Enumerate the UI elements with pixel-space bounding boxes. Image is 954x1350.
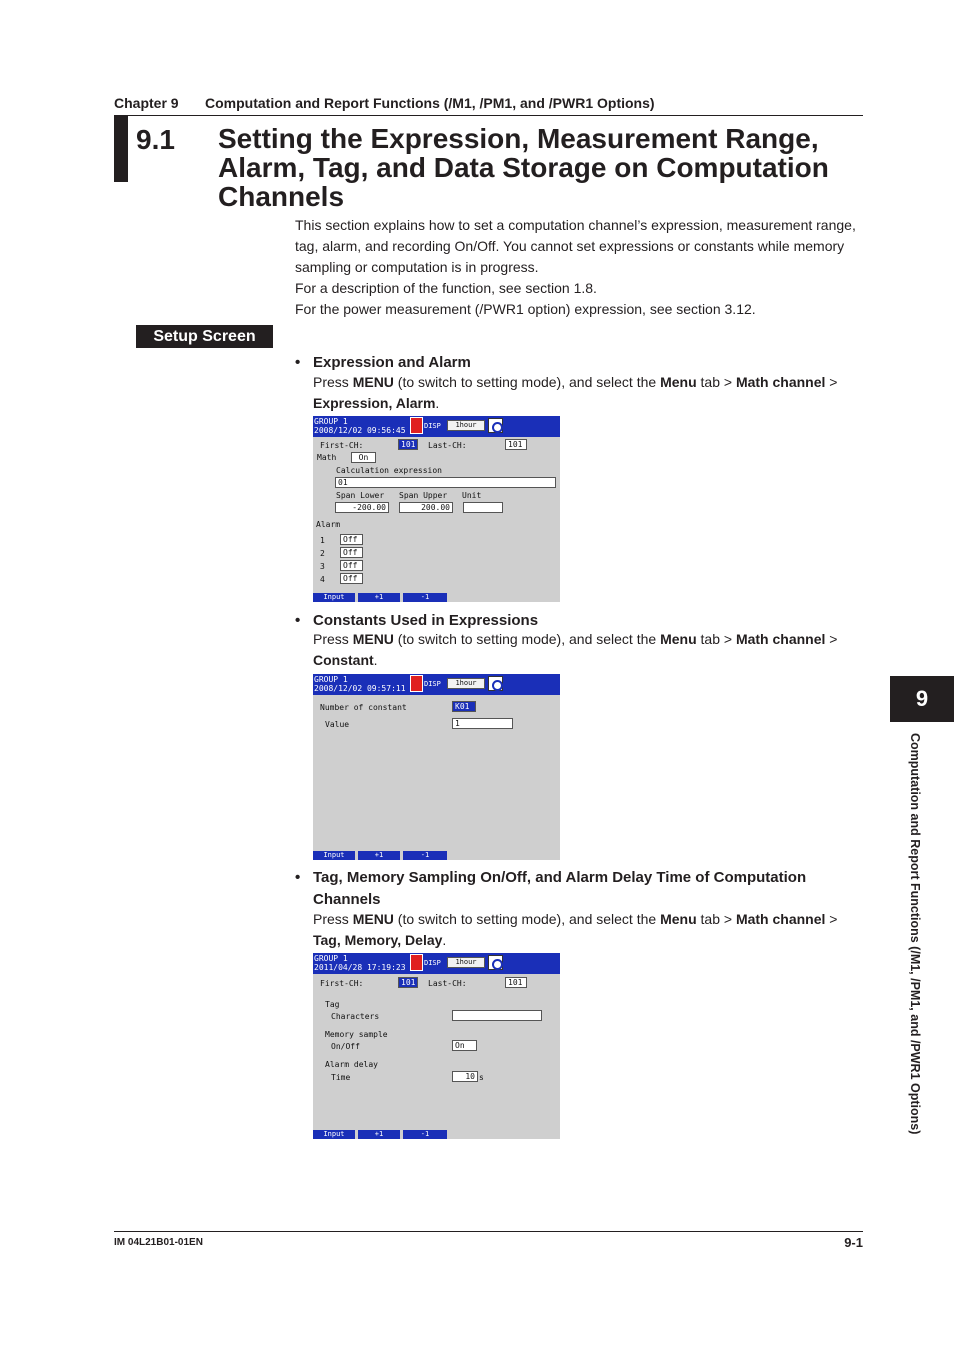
first-ch-field[interactable]: 101 [398,439,418,450]
alarm-field[interactable]: Off [340,534,363,545]
first-ch-field[interactable]: 101 [398,977,418,988]
constant-value-field[interactable]: 1 [452,718,513,729]
item-instruction: Press MENU (to switch to setting mode), and select the Menu tab > Math channel > Expression, Alarm. [313,374,838,411]
screen-softkeys [313,593,560,602]
menu-key: MENU [352,631,394,647]
item-instruction: Press MENU (to switch to setting mode), and select the Menu tab > Math channel > Tag, Memory, Delay. [313,911,838,948]
bullet-icon: • [295,354,301,371]
section-number: 9.1 [136,124,175,155]
span-lower-field[interactable]: -200.00 [335,502,389,513]
footer-rule [114,1231,863,1232]
header-rule [114,115,863,116]
status-icon [488,955,503,970]
item-heading-text: Tag, Memory Sampling On/Off, and Alarm Delay Time of Computation Channels [313,869,807,908]
alarm-field[interactable]: Off [340,573,363,584]
screen-constant: GROUP 1 2008/12/02 09:57:11 DISP 1hour Number of constant K01 Value 1 Input +1 -1 [313,674,560,860]
item-heading-text: Constants Used in Expressions [313,612,539,629]
item-heading-text: Expression and Alarm [313,354,471,371]
input-softkey[interactable]: Input [313,1130,355,1139]
chapter-title: Computation and Report Functions (/M1, /PM1, and /PWR1 Options) [205,95,655,111]
plus-softkey[interactable]: +1 [358,851,400,860]
constant-number-field[interactable]: K01 [452,701,476,712]
screen-header: GROUP 1 2011/04/28 17:19:23 DISP 1hour [313,953,560,974]
record-icon [410,954,423,971]
menu-key: MENU [352,911,394,927]
minus-softkey[interactable]: -1 [403,593,447,602]
minus-softkey[interactable]: -1 [403,1130,447,1139]
bullet-icon: • [295,869,301,886]
chapter-side-label: Computation and Report Functions (/M1, /PM1, and /PWR1 Options) [908,733,922,1135]
item-instruction: Press MENU (to switch to setting mode), and select the Menu tab > Math channel > Constant. [313,631,838,668]
screen-header: GROUP 1 2008/12/02 09:57:11 DISP 1hour [313,674,560,695]
memory-sample-field[interactable]: On [452,1040,477,1051]
alarm-field[interactable]: Off [340,547,363,558]
screen-tag-memory-delay: GROUP 1 2011/04/28 17:19:23 DISP 1hour First-CH: 101 Last-CH: 101 Tag Characters Memory sample On/Off On Alarm delay Time 10 s Input +1 -1 [313,953,560,1139]
input-softkey[interactable]: Input [313,851,355,860]
plus-softkey[interactable]: +1 [358,593,400,602]
status-icon [488,676,503,691]
item-heading [295,352,855,374]
status-icon [488,418,503,433]
input-softkey[interactable]: Input [313,593,355,602]
menu-key: MENU [352,374,394,390]
bullet-icon: • [295,612,301,629]
chapter-header [114,95,655,111]
calc-expression-field[interactable]: 01 [335,477,556,488]
last-ch-field[interactable]: 101 [505,439,527,450]
alarm-field[interactable]: Off [340,560,363,571]
screen-softkeys [313,851,560,860]
alarm-delay-field[interactable]: 10 [452,1071,478,1082]
screen-header: GROUP 1 2008/12/02 09:56:45 DISP 1hour [313,416,560,437]
chapter-tab: 9 [890,676,954,722]
record-icon [410,417,423,434]
item-heading [295,867,855,911]
tag-characters-field[interactable] [452,1010,542,1021]
doc-id: IM 04L21B01-01EN [114,1237,203,1248]
span-upper-field[interactable]: 200.00 [399,502,453,513]
unit-field[interactable] [463,502,503,513]
chapter-number: Chapter 9 [114,95,179,111]
plus-softkey[interactable]: +1 [358,1130,400,1139]
intro-text [295,215,870,320]
setup-screen-label: Setup Screen [136,325,273,348]
intro-paragraph: This section explains how to set a computation channel’s expression, measurement range, tag, alarm, and recording On/Off. You cannot set expressions or constants while memory sampling or computation is in progress. [295,217,856,275]
math-field[interactable]: On [351,452,376,463]
page-number: 9-1 [844,1235,863,1250]
screen-softkeys [313,1130,560,1139]
record-icon [410,675,423,692]
minus-softkey[interactable]: -1 [403,851,447,860]
last-ch-field[interactable]: 101 [505,977,527,988]
section-bar [114,115,128,182]
section-title: Setting the Expression, Measurement Range, Alarm, Tag, and Data Storage on Computation Channels [218,123,829,212]
intro-paragraph: For a description of the function, see section 1.8. [295,280,597,296]
intro-paragraph: For the power measurement (/PWR1 option) expression, see section 3.12. [295,301,756,317]
screen-expression-alarm: GROUP 1 2008/12/02 09:56:45 DISP 1hour First-CH: 101 Last-CH: 101 Math On Calculation expression 01 Span Lower Span Upper Unit -200.00 200.00 Alarm 1 Off 2 Off 3 Off 4 Off Input +1 -1 [313,416,560,602]
